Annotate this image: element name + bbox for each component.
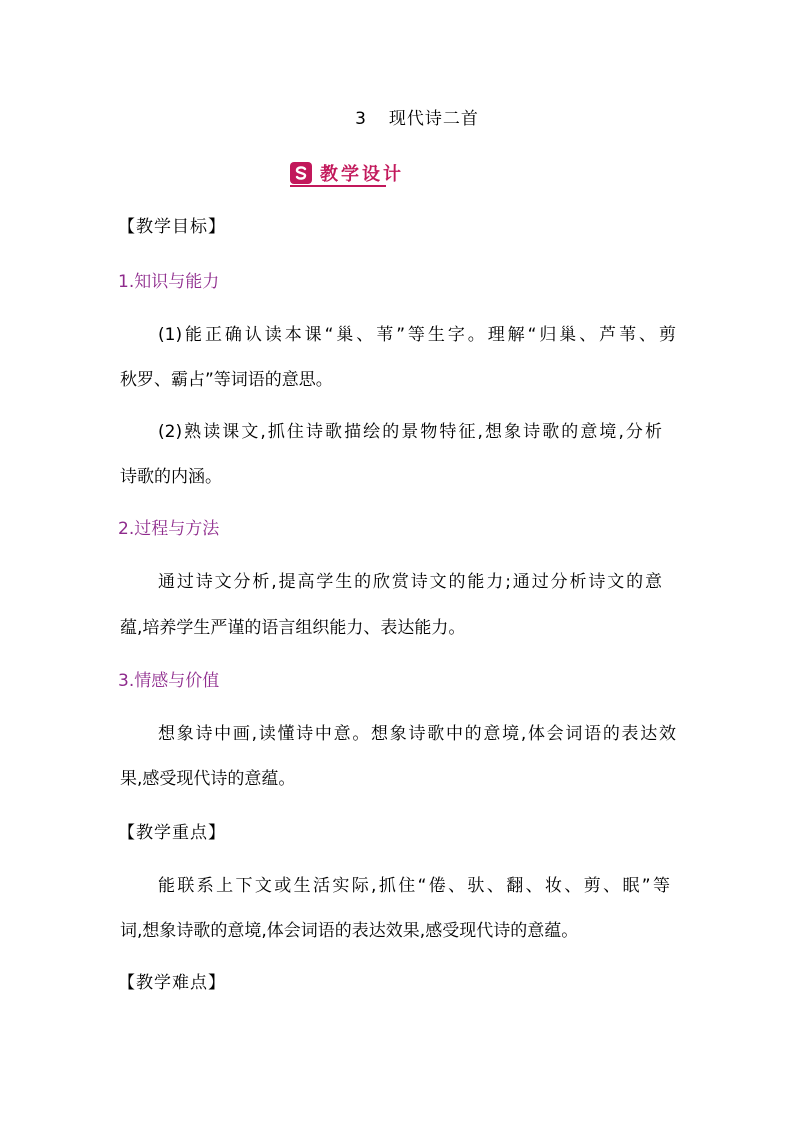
paragraph-1-line-1: (1)能正确认读本课“巢、苇”等生字。理解“归巢、芦苇、剪: [158, 325, 676, 345]
lesson-number: 3: [355, 109, 367, 129]
difficult-points-heading: 【教学难点】: [118, 973, 226, 993]
paragraph-5-line-2: 词,想象诗歌的意境,体会词语的表达效果,感受现代诗的意蕴。: [120, 921, 579, 941]
paragraph-3-line-1: 通过诗文分析,提高学生的欣赏诗文的能力;通过分析诗文的意: [158, 572, 662, 592]
paragraph-2-line-2: 诗歌的内涵。: [120, 467, 222, 487]
lesson-title: 现代诗二首: [388, 109, 479, 129]
paragraph-3-line-2: 蕴,培养学生严谨的语言组织能力、表达能力。: [120, 618, 466, 638]
section-banner: [290, 160, 404, 186]
key-points-heading: 【教学重点】: [118, 823, 226, 843]
banner-label: 教学设计: [320, 164, 404, 185]
paragraph-2-line-1: (2)熟读课文,抓住诗歌描绘的景物特征,想象诗歌的意境,分析: [158, 422, 662, 442]
subheading-emotion: 3.情感与价值: [118, 671, 220, 691]
subheading-knowledge: 1.知识与能力: [118, 272, 220, 292]
objectives-heading: 【教学目标】: [118, 217, 226, 237]
paragraph-4-line-2: 果,感受现代诗的意蕴。: [120, 769, 296, 789]
banner-underline: [290, 185, 386, 187]
page-title: [0, 104, 794, 129]
s-logo-icon: [290, 162, 312, 184]
paragraph-1-line-2: 秋罗、霸占”等词语的意思。: [120, 370, 333, 390]
paragraph-4-line-1: 想象诗中画,读懂诗中意。想象诗歌中的意境,体会词语的表达效: [158, 724, 676, 744]
paragraph-5-line-1: 能联系上下文或生活实际,抓住“倦、驮、翻、妆、剪、眠”等: [158, 876, 670, 896]
subheading-process: 2.过程与方法: [118, 519, 220, 539]
